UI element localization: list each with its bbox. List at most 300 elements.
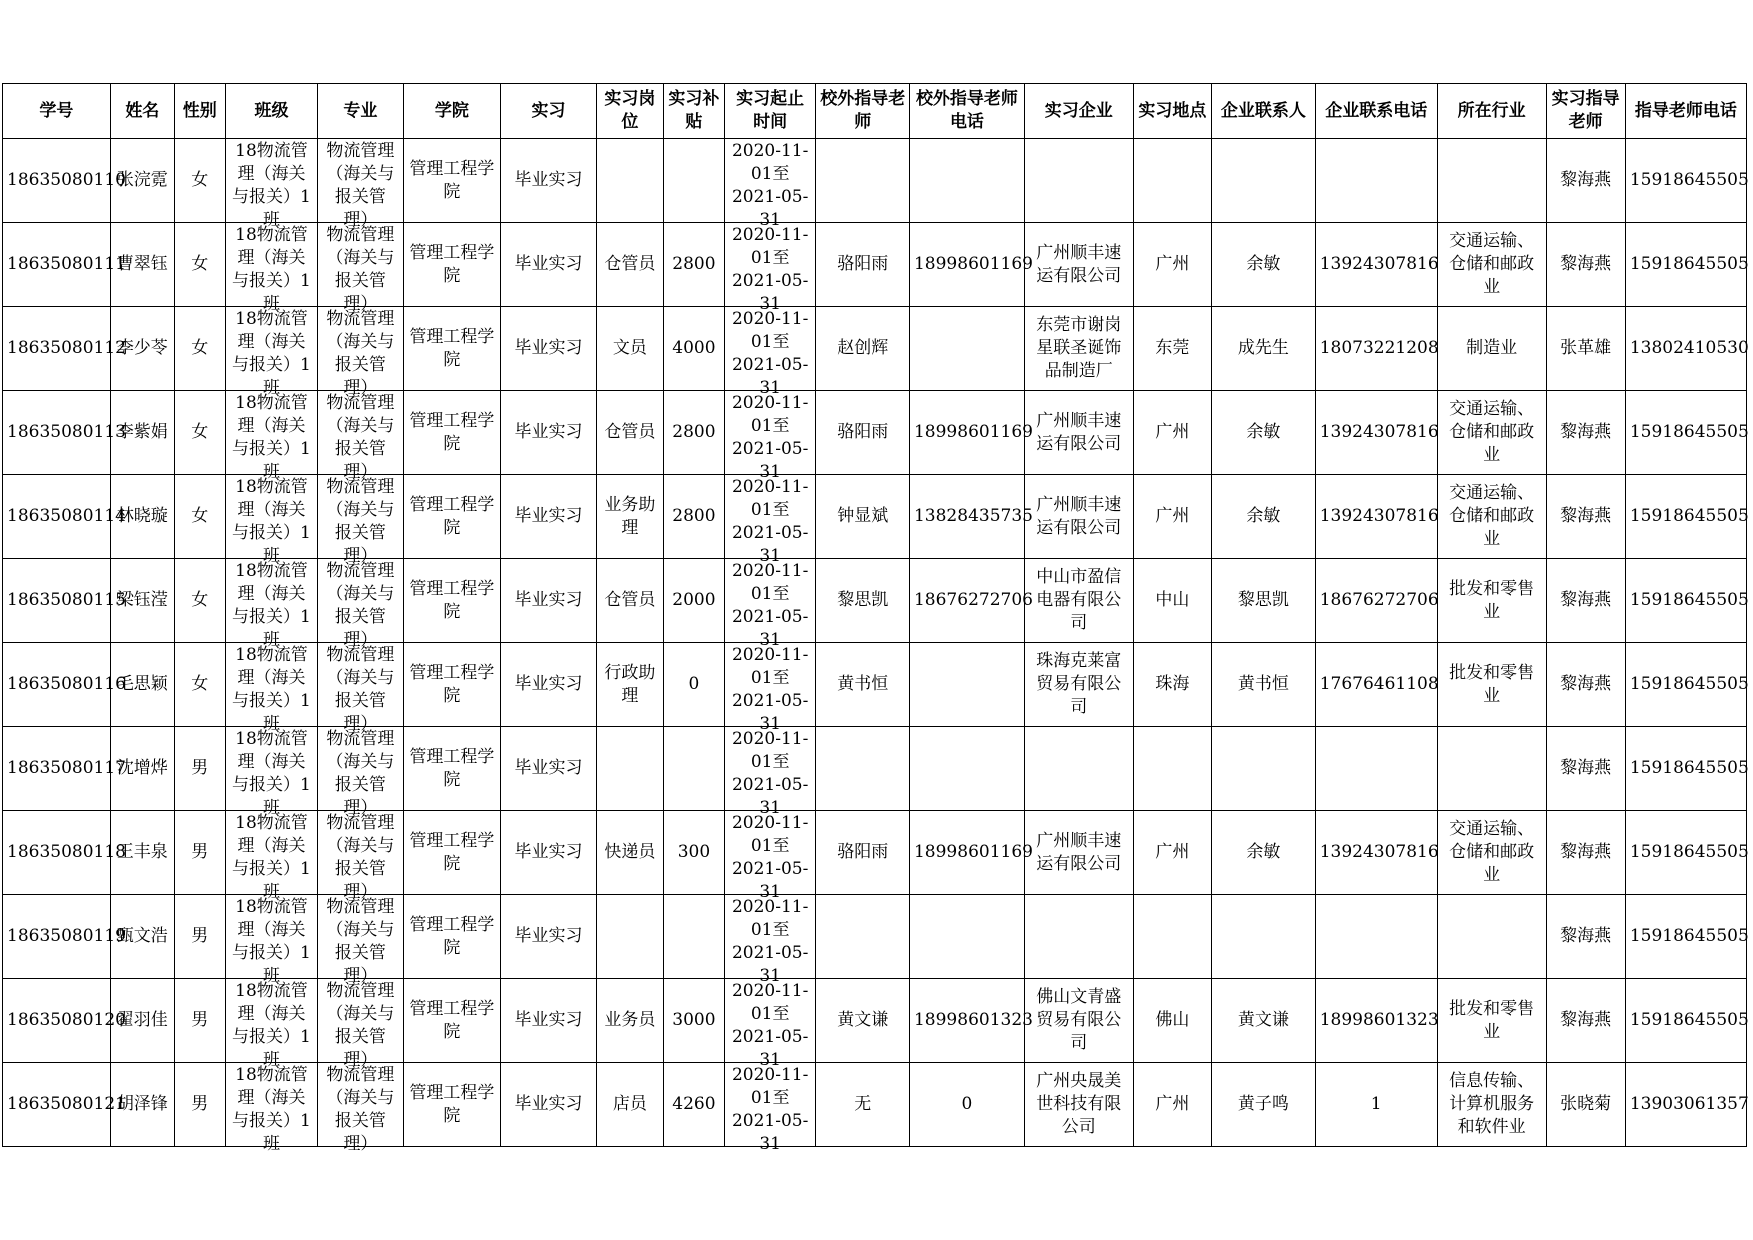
internship-table — [2, 83, 1749, 1154]
cell-name — [110, 139, 174, 223]
cell-text: 管理工程学院 — [409, 326, 495, 370]
cell-text: 管理工程学院 — [409, 1082, 495, 1126]
cell-text: 2800 — [672, 506, 716, 526]
cell-text: 珠海 — [1155, 674, 1190, 694]
cell-text: 毕业实习 — [514, 1010, 583, 1030]
cell-text: 13924307816 — [1319, 506, 1439, 526]
cell-student-id — [3, 475, 126, 559]
cell-position — [596, 727, 663, 811]
cell-subsidy — [663, 223, 724, 307]
cell-text: 男 — [191, 926, 209, 946]
cell-text: 17676461108 — [1319, 674, 1439, 694]
cell-company-contact — [1211, 811, 1315, 895]
cell-text: 3000 — [672, 1010, 716, 1030]
cell-text: 东莞 — [1155, 338, 1190, 358]
cell-text: 林晓璇 — [116, 506, 168, 526]
cell-text: 珠海克莱富贸易有限公司 — [1036, 651, 1122, 717]
cell-text: 15918645505 — [1629, 758, 1749, 778]
cell-external-mentor-phone — [909, 727, 1024, 811]
cell-text: 物流管理（海关与报关管理） — [326, 897, 395, 986]
cell-text: 中山市盈信电器有限公司 — [1036, 567, 1122, 633]
cell-location — [1133, 1063, 1211, 1147]
cell-text: 管理工程学院 — [409, 158, 495, 202]
cell-mentor — [1546, 559, 1625, 643]
cell-text: 物流管理（海关与报关管理） — [326, 645, 395, 734]
cell-company-phone — [1315, 307, 1437, 391]
cell-text: 2020-11-01至2021-05-31 — [731, 225, 809, 314]
cell-company — [1024, 727, 1133, 811]
cell-location — [1133, 307, 1211, 391]
cell-industry — [1437, 979, 1546, 1063]
cell-text: 广州 — [1155, 422, 1190, 442]
cell-text: 批发和零售业 — [1449, 662, 1535, 706]
cell-internship — [501, 391, 597, 475]
cell-mentor-phone — [1625, 979, 1749, 1063]
cell-major — [318, 643, 403, 734]
cell-text: 2020-11-01至2021-05-31 — [731, 393, 809, 482]
cell-period — [724, 139, 816, 230]
cell-internship — [501, 475, 597, 559]
header-company-phone: 企业联系电话 — [1315, 84, 1437, 139]
header-period: 实习起止时间 — [724, 84, 816, 139]
cell-text: 18物流管理（海关与报关）1班 — [232, 561, 311, 650]
cell-mentor — [1546, 223, 1625, 307]
cell-text: 黎思凯 — [1237, 590, 1289, 610]
cell-class — [225, 307, 318, 398]
cell-gender — [174, 643, 225, 727]
cell-mentor-phone — [1625, 139, 1749, 223]
cell-text: 15918645505 — [1629, 674, 1749, 694]
cell-text: 广州 — [1155, 842, 1190, 862]
cell-company — [1024, 559, 1133, 643]
cell-text: 18635080112 — [7, 338, 126, 358]
cell-student-id — [3, 307, 126, 391]
cell-internship — [501, 811, 597, 895]
cell-text: 毕业实习 — [514, 506, 583, 526]
cell-text: 18物流管理（海关与报关）1班 — [232, 897, 311, 986]
cell-period — [724, 727, 816, 818]
cell-text: 黎海燕 — [1560, 170, 1612, 190]
cell-text: 女 — [191, 338, 209, 358]
cell-text: 黄文谦 — [837, 1010, 889, 1030]
header-mentor-phone: 指导老师电话 — [1625, 84, 1746, 139]
header-company-contact: 企业联系人 — [1211, 84, 1315, 139]
cell-text: 13924307816 — [1319, 842, 1439, 862]
cell-position — [596, 391, 663, 475]
cell-name — [110, 1063, 174, 1147]
cell-mentor — [1546, 979, 1625, 1063]
cell-period — [724, 979, 816, 1070]
cell-text: 男 — [191, 842, 209, 862]
cell-text: 管理工程学院 — [409, 242, 495, 286]
cell-company — [1024, 979, 1133, 1063]
cell-major — [318, 979, 403, 1070]
cell-internship — [501, 727, 597, 811]
cell-text: 毕业实习 — [514, 422, 583, 442]
cell-industry — [1437, 475, 1546, 559]
cell-text: 交通运输、仓储和邮政业 — [1449, 483, 1535, 549]
cell-company-phone — [1315, 139, 1437, 223]
cell-class — [225, 1063, 318, 1154]
table-row — [3, 727, 1747, 811]
table-row — [3, 811, 1747, 895]
cell-text: 18物流管理（海关与报关）1班 — [232, 309, 311, 398]
cell-industry — [1437, 391, 1546, 475]
cell-text: 18物流管理（海关与报关）1班 — [232, 225, 311, 314]
cell-text: 15918645505 — [1629, 1010, 1749, 1030]
cell-text: 管理工程学院 — [409, 998, 495, 1042]
cell-company-phone — [1315, 391, 1437, 475]
cell-location — [1133, 643, 1211, 727]
header-name: 姓名 — [110, 84, 174, 139]
header-gender: 性别 — [174, 84, 225, 139]
cell-company — [1024, 223, 1133, 307]
cell-text: 2020-11-01至2021-05-31 — [731, 729, 809, 818]
cell-location — [1133, 139, 1211, 223]
cell-name — [110, 643, 174, 727]
cell-student-id — [3, 559, 126, 643]
table-row — [3, 895, 1747, 979]
cell-company-contact — [1211, 895, 1315, 979]
cell-text: 4000 — [672, 338, 716, 358]
cell-position — [596, 1063, 663, 1147]
cell-text: 18635080113 — [7, 422, 126, 442]
cell-location — [1133, 391, 1211, 475]
cell-text: 15918645505 — [1629, 170, 1749, 190]
cell-external-mentor — [816, 643, 910, 727]
cell-text: 管理工程学院 — [409, 662, 495, 706]
cell-position — [596, 979, 663, 1063]
cell-text: 15918645505 — [1629, 590, 1749, 610]
cell-college — [403, 475, 501, 559]
cell-location — [1133, 559, 1211, 643]
cell-text: 2020-11-01至2021-05-31 — [731, 477, 809, 566]
table-body — [3, 139, 1749, 1154]
cell-text: 300 — [677, 842, 711, 862]
cell-student-id — [3, 811, 126, 895]
cell-text: 15918645505 — [1629, 506, 1749, 526]
cell-major — [318, 391, 403, 482]
cell-text: 18635080120 — [7, 1010, 126, 1030]
header-position: 实习岗位 — [596, 84, 663, 139]
cell-position — [596, 223, 663, 307]
cell-text: 18物流管理（海关与报关）1班 — [232, 981, 311, 1070]
cell-text: 物流管理（海关与报关管理） — [326, 477, 395, 566]
header-external-mentor: 校外指导老师 — [816, 84, 910, 139]
header-student-id: 学号 — [3, 84, 111, 139]
cell-external-mentor — [816, 727, 910, 811]
cell-text: 批发和零售业 — [1449, 998, 1535, 1042]
cell-text: 黎海燕 — [1560, 506, 1612, 526]
cell-external-mentor — [816, 979, 910, 1063]
cell-text: 广州央晟美世科技有限公司 — [1036, 1071, 1122, 1137]
cell-text: 佛山 — [1155, 1010, 1190, 1030]
table-row — [3, 559, 1747, 643]
cell-period — [724, 391, 816, 482]
cell-text: 15918645505 — [1629, 254, 1749, 274]
cell-company-phone — [1315, 1063, 1437, 1147]
cell-company-contact — [1211, 1063, 1315, 1147]
cell-text: 管理工程学院 — [409, 578, 495, 622]
cell-industry — [1437, 895, 1546, 979]
cell-subsidy — [663, 979, 724, 1063]
cell-industry — [1437, 307, 1546, 391]
cell-text: 黎海燕 — [1560, 842, 1612, 862]
cell-text: 毕业实习 — [514, 170, 583, 190]
cell-text: 18635080121 — [7, 1094, 126, 1114]
cell-industry — [1437, 559, 1546, 643]
cell-text: 4260 — [672, 1094, 716, 1114]
cell-major — [318, 1063, 403, 1154]
cell-subsidy — [663, 559, 724, 643]
cell-text: 18物流管理（海关与报关）1班 — [232, 393, 311, 482]
cell-text: 2000 — [672, 590, 716, 610]
cell-company-phone — [1315, 811, 1437, 895]
cell-company-phone — [1315, 979, 1437, 1063]
cell-text: 毕业实习 — [514, 254, 583, 274]
cell-text: 物流管理（海关与报关管理） — [326, 1065, 395, 1154]
cell-position — [596, 475, 663, 559]
cell-text: 仓管员 — [604, 590, 656, 610]
cell-name — [110, 979, 174, 1063]
cell-gender — [174, 1063, 225, 1147]
cell-company-contact — [1211, 307, 1315, 391]
cell-text: 黄文谦 — [1237, 1010, 1289, 1030]
cell-college — [403, 979, 501, 1063]
cell-college — [403, 895, 501, 979]
cell-mentor — [1546, 811, 1625, 895]
cell-text: 张晓菊 — [1560, 1094, 1612, 1114]
cell-text: 毛思颖 — [116, 674, 168, 694]
cell-text: 物流管理（海关与报关管理） — [326, 393, 395, 482]
cell-text: 制造业 — [1466, 338, 1518, 358]
table-row — [3, 391, 1747, 475]
cell-text: 18676272706 — [1319, 590, 1439, 610]
cell-text: 18物流管理（海关与报关）1班 — [232, 1065, 311, 1154]
cell-text: 管理工程学院 — [409, 494, 495, 538]
cell-text: 物流管理（海关与报关管理） — [326, 981, 395, 1070]
cell-position — [596, 895, 663, 979]
cell-industry — [1437, 139, 1546, 223]
table-row — [3, 139, 1747, 223]
cell-text: 18物流管理（海关与报关）1班 — [232, 729, 311, 818]
cell-period — [724, 1063, 816, 1154]
cell-text: 18635080118 — [7, 842, 126, 862]
header-external-mentor-phone: 校外指导老师电话 — [909, 84, 1024, 139]
header-subsidy: 实习补贴 — [663, 84, 724, 139]
cell-text: 18676272706 — [913, 590, 1033, 610]
cell-external-mentor-phone — [909, 1063, 1024, 1147]
cell-text: 黎海燕 — [1560, 926, 1612, 946]
header-company: 实习企业 — [1024, 84, 1133, 139]
cell-subsidy — [663, 811, 724, 895]
cell-text: 2020-11-01至2021-05-31 — [731, 141, 809, 230]
cell-text: 0 — [688, 674, 700, 694]
cell-company — [1024, 391, 1133, 475]
table-row — [3, 475, 1747, 559]
cell-text: 广州顺丰速运有限公司 — [1036, 830, 1122, 874]
cell-internship — [501, 139, 597, 223]
cell-text: 黎海燕 — [1560, 1010, 1612, 1030]
cell-text: 毕业实习 — [514, 1094, 583, 1114]
cell-text: 广州 — [1155, 506, 1190, 526]
cell-gender — [174, 475, 225, 559]
cell-name — [110, 475, 174, 559]
cell-company-phone — [1315, 643, 1437, 727]
cell-location — [1133, 475, 1211, 559]
cell-internship — [501, 1063, 597, 1147]
cell-text: 毕业实习 — [514, 758, 583, 778]
cell-company-contact — [1211, 223, 1315, 307]
cell-mentor-phone — [1625, 643, 1749, 727]
cell-text: 毕业实习 — [514, 842, 583, 862]
cell-college — [403, 727, 501, 811]
cell-external-mentor — [816, 1063, 910, 1147]
cell-text: 物流管理（海关与报关管理） — [326, 225, 395, 314]
cell-mentor-phone — [1625, 811, 1749, 895]
cell-text: 管理工程学院 — [409, 410, 495, 454]
cell-text: 广州顺丰速运有限公司 — [1036, 494, 1122, 538]
header-class: 班级 — [225, 84, 318, 139]
cell-text: 管理工程学院 — [409, 746, 495, 790]
cell-text: 女 — [191, 254, 209, 274]
cell-text: 女 — [191, 422, 209, 442]
cell-gender — [174, 139, 225, 223]
cell-text: 快递员 — [604, 842, 656, 862]
cell-text: 王丰泉 — [116, 842, 168, 862]
cell-company — [1024, 307, 1133, 391]
cell-text: 18物流管理（海关与报关）1班 — [232, 645, 311, 734]
cell-text: 18635080116 — [7, 674, 126, 694]
cell-company — [1024, 475, 1133, 559]
cell-mentor — [1546, 391, 1625, 475]
cell-mentor — [1546, 307, 1625, 391]
cell-internship — [501, 979, 597, 1063]
cell-company-phone — [1315, 475, 1437, 559]
cell-mentor-phone — [1625, 475, 1749, 559]
cell-text: 毕业实习 — [514, 926, 583, 946]
cell-company-contact — [1211, 727, 1315, 811]
cell-text: 毕业实习 — [514, 674, 583, 694]
cell-text: 女 — [191, 506, 209, 526]
cell-college — [403, 559, 501, 643]
cell-class — [225, 391, 318, 482]
cell-text: 黎思凯 — [837, 590, 889, 610]
cell-internship — [501, 307, 597, 391]
cell-external-mentor-phone — [909, 643, 1024, 727]
cell-text: 18635080114 — [7, 506, 126, 526]
header-major: 专业 — [318, 84, 403, 139]
cell-subsidy — [663, 391, 724, 475]
cell-student-id — [3, 223, 126, 307]
cell-text: 余敏 — [1246, 422, 1281, 442]
cell-name — [110, 391, 174, 475]
cell-internship — [501, 559, 597, 643]
cell-text: 黎海燕 — [1560, 422, 1612, 442]
cell-mentor-phone — [1625, 1063, 1749, 1147]
cell-text: 行政助理 — [604, 662, 656, 706]
header-internship: 实习 — [501, 84, 597, 139]
cell-college — [403, 223, 501, 307]
cell-external-mentor — [816, 475, 910, 559]
cell-student-id — [3, 139, 126, 223]
cell-text: 信息传输、计算机服务和软件业 — [1449, 1071, 1535, 1137]
cell-internship — [501, 895, 597, 979]
cell-major — [318, 811, 403, 902]
cell-industry — [1437, 223, 1546, 307]
cell-mentor-phone — [1625, 307, 1749, 391]
cell-position — [596, 559, 663, 643]
cell-text: 毕业实习 — [514, 338, 583, 358]
cell-major — [318, 223, 403, 314]
cell-external-mentor — [816, 811, 910, 895]
cell-text: 骆阳雨 — [837, 422, 889, 442]
cell-major — [318, 139, 403, 230]
cell-position — [596, 811, 663, 895]
cell-text: 黄书恒 — [1237, 674, 1289, 694]
cell-text: 女 — [191, 170, 209, 190]
cell-text: 毕业实习 — [514, 590, 583, 610]
header-college: 学院 — [403, 84, 501, 139]
cell-class — [225, 643, 318, 734]
cell-major — [318, 559, 403, 650]
cell-text: 广州顺丰速运有限公司 — [1036, 242, 1122, 286]
cell-text: 13903061357 — [1629, 1094, 1749, 1114]
cell-text: 18635080110 — [7, 170, 126, 190]
cell-company — [1024, 811, 1133, 895]
table-row — [3, 643, 1747, 727]
cell-name — [110, 811, 174, 895]
cell-subsidy — [663, 895, 724, 979]
cell-industry — [1437, 1063, 1546, 1147]
cell-text: 13924307816 — [1319, 254, 1439, 274]
cell-industry — [1437, 643, 1546, 727]
cell-text: 2020-11-01至2021-05-31 — [731, 645, 809, 734]
cell-text: 张浣霓 — [116, 170, 168, 190]
cell-text: 业务员 — [604, 1010, 656, 1030]
cell-text: 广州 — [1155, 1094, 1190, 1114]
cell-text: 批发和零售业 — [1449, 578, 1535, 622]
cell-student-id — [3, 895, 126, 979]
cell-position — [596, 139, 663, 223]
cell-mentor-phone — [1625, 727, 1749, 811]
cell-class — [225, 979, 318, 1070]
cell-company-contact — [1211, 559, 1315, 643]
cell-mentor-phone — [1625, 223, 1749, 307]
cell-external-mentor — [816, 307, 910, 391]
table-row — [3, 307, 1747, 391]
cell-text: 18物流管理（海关与报关）1班 — [232, 813, 311, 902]
cell-external-mentor-phone — [909, 811, 1033, 895]
cell-company-contact — [1211, 139, 1315, 223]
cell-mentor-phone — [1625, 391, 1749, 475]
cell-text: 东莞市谢岗星联圣诞饰品制造厂 — [1036, 315, 1122, 381]
cell-company-contact — [1211, 391, 1315, 475]
cell-text: 曹翠钰 — [116, 254, 168, 274]
cell-industry — [1437, 727, 1546, 811]
cell-location — [1133, 811, 1211, 895]
cell-class — [225, 559, 318, 650]
cell-text: 物流管理（海关与报关管理） — [326, 561, 395, 650]
cell-text: 翟羽佳 — [116, 1010, 168, 1030]
cell-student-id — [3, 727, 126, 811]
cell-gender — [174, 223, 225, 307]
cell-text: 2020-11-01至2021-05-31 — [731, 309, 809, 398]
cell-text: 李少苓 — [116, 338, 168, 358]
cell-text: 文员 — [612, 338, 647, 358]
cell-text: 甄文浩 — [116, 926, 168, 946]
cell-class — [225, 895, 318, 986]
